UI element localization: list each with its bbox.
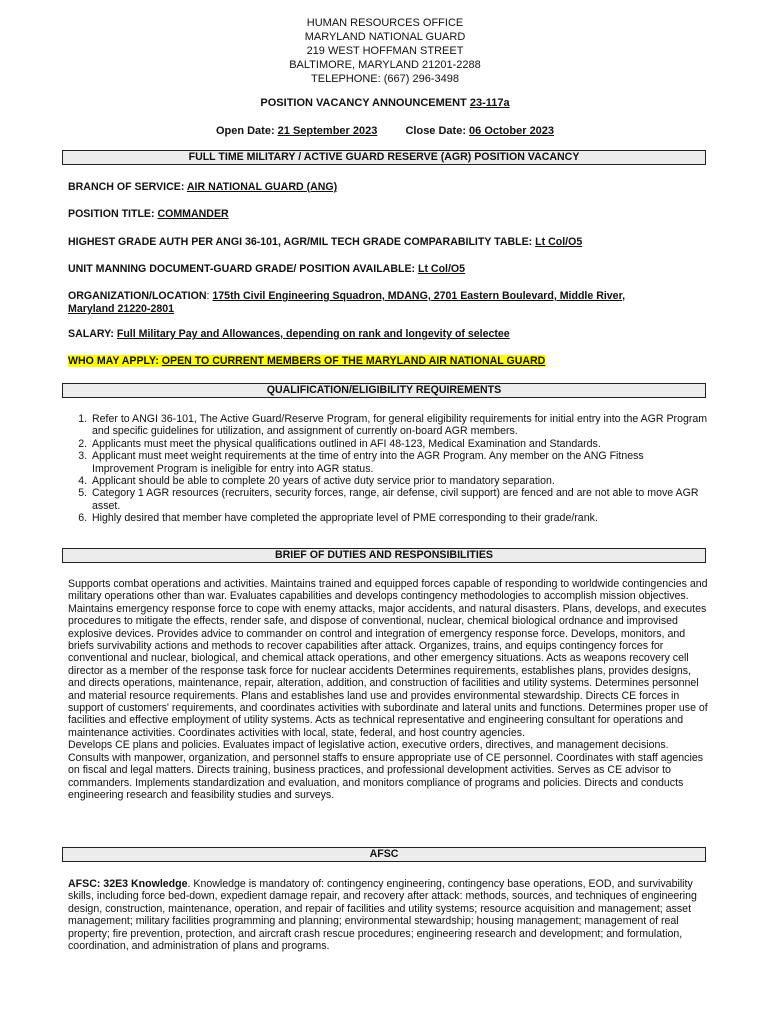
list-item: 4. Applicant should be able to complete 20 years of active duty service prior to mandatory separation. [90, 475, 708, 487]
list-item: 6. Highly desired that member have completed the appropriate level of PME corresponding to their grade/rank. [90, 512, 708, 524]
open-date-value: 21 September 2023 [277, 125, 378, 137]
grade-label: HIGHEST GRADE AUTH PER ANGI 36-101, AGR/MIL TECH GRADE COMPARABILITY TABLE: [68, 236, 536, 248]
header-line: 219 WEST HOFFMAN STREET [306, 45, 464, 57]
org-value-line2: Maryland 21220-2801 [68, 303, 175, 315]
list-item: 5. Category 1 AGR resources (recruiters, security forces, range, air defense, civil support) are fenced and are not able to move AGR asset. [90, 487, 708, 512]
vacancy-type-banner: FULL TIME MILITARY / ACTIVE GUARD RESERVE (AGR) POSITION VACANCY [62, 150, 706, 165]
position-value: COMMANDER [157, 208, 229, 220]
list-item: 2. Applicants must meet the physical qualifications outlined in AFI 48-123, Medical Examination and Standards. [90, 438, 708, 450]
close-date-value: 06 October 2023 [469, 125, 555, 137]
org-label: ORGANIZATION/LOCATION [68, 290, 207, 302]
announcement-number: 23-117a [469, 97, 510, 109]
grade-value: Lt Col/O5 [535, 236, 583, 248]
who-label: WHO MAY APPLY: [68, 355, 162, 367]
duties-text-2: Develops CE plans and policies. Evaluates impact of legislative action, executive orders, directives, and management decisions. Consults with manpower, organization, and personnel staffs to ensure appropriate use of CE personnel. Coordinates with staff agencies on fiscal and legal matters. Directs training, business practices, and professional development activities. Serves as CE advisor to commanders. Implements standardization and evaluation, and monitors compliance of programs and policies. Directs and conducts engineering research and feasibility studies and surveys. [68, 739, 704, 801]
afsc-text: . Knowledge is mandatory of: contingency engineering, contingency base operations, EOD, and survivability skills, including force bed-down, expedient damage repair, and recovery after attack: methods, sources, and techniques of engineering design, construction, maintenance, operation, and repair of facilities and utility systems; resource acquisition and management; asset management; military facilities programming and planning; environmental stewardship; housing management; management of real property; fire prevention, protection, and aircraft crash rescue procedures; engineering research and development; and formulation, coordination, and administration of plans and programs. [68, 878, 697, 953]
open-date-label: Open Date: [215, 125, 278, 137]
salary [68, 328, 708, 341]
unit-manning-grade [68, 263, 708, 276]
header-line: BALTIMORE, MARYLAND 21201-2288 [289, 59, 481, 71]
duties-text: Supports combat operations and activities. Maintains trained and equipped forces capable of responding to worldwide contingencies and military operations other than war. Evaluates capabilities and develops contingency methodologies to accomplish mission objectives. Maintains emergency response force to cope with enemy attacks, major accidents, and natural disasters. Plans, develops, and executes procedures to mitigate the effects, render safe, and dispose of conventional, nuclear, chemical biological ordnance and improvised explosive devices. Provides advice to commander on control and integration of emergency response force. Develops, monitors, and briefs survivability actions and methods to recover capabilities after attack. Organizes, trains, and equips contingency forces for conventional and nuclear, biological, and chemical attack operations, and other emergency situations. Acts as weapons recovery cell director as a member of the response task force for nuclear accidents Determines requirements, establishes plans, provides designs, and directs operations, maintenance, repair, alteration, addition, and construction of facilities and utility systems. Determines personnel and material resource requirements. Plans and establishes land use and provides environmental stewardship. Directs CE forces in support of customers' requirements, and coordinates activities with subordinate and lateral units and functions. Determines proper use of facilities and effective employment of utility systems. Acts as technical representative and engineering consultant for operations and maintenance activities. Coordinates activities with local, state, federal, and host country agencies. [68, 578, 708, 739]
salary-label: SALARY: [68, 328, 117, 340]
afsc-banner: AFSC [62, 847, 706, 862]
branch-value: AIR NATIONAL GUARD (ANG) [186, 181, 338, 193]
highest-grade [68, 236, 708, 249]
org-value-line1: 175th Civil Engineering Squadron, MDANG, 2701 Eastern Boulevard, Middle River, [212, 290, 626, 302]
afsc-label: AFSC: 32E3 Knowledge [68, 878, 188, 890]
announcement-title [0, 97, 770, 109]
duties-paragraph [68, 578, 708, 801]
announcement-dates [0, 125, 770, 137]
branch-of-service [68, 181, 708, 194]
close-date-label: Close Date: [405, 125, 470, 137]
organization-location [68, 290, 708, 316]
qualifications-banner: QUALIFICATION/ELIGIBILITY REQUIREMENTS [62, 383, 706, 398]
duties-banner: BRIEF OF DUTIES AND RESPONSIBILITIES [62, 548, 706, 563]
who-value: OPEN TO CURRENT MEMBERS OF THE MARYLAND AIR NATIONAL GUARD [161, 355, 546, 367]
position-title [68, 208, 708, 221]
umd-label: UNIT MANNING DOCUMENT-GUARD GRADE/ POSITION AVAILABLE: [68, 263, 418, 275]
office-address-block [0, 16, 770, 86]
list-item: 1. Refer to ANGI 36-101, The Active Guard/Reserve Program, for general eligibility requirements for initial entry into the AGR Program and specific guidelines for utilization, and assignment of currently on-board AGR members. [90, 413, 708, 438]
afsc-paragraph [68, 878, 708, 952]
header-line: TELEPHONE: (667) 296-3498 [311, 73, 459, 85]
header-line: HUMAN RESOURCES OFFICE [306, 17, 464, 29]
org-separator: : [206, 290, 213, 302]
header-line: MARYLAND NATIONAL GUARD [304, 31, 466, 43]
qualifications-list [68, 413, 708, 525]
who-may-apply [68, 355, 708, 368]
position-label: POSITION TITLE: [68, 208, 158, 220]
umd-value: Lt Col/O5 [417, 263, 466, 275]
branch-label: BRANCH OF SERVICE: [68, 181, 187, 193]
salary-value: Full Military Pay and Allowances, depending on rank and longevity of selectee [116, 328, 510, 340]
list-item: 3. Applicant must meet weight requirements at the time of entry into the AGR Program. Any member on the ANG Fitness Improvement Program is ineligible for entry into AGR status. [90, 450, 708, 475]
announcement-label: POSITION VACANCY ANNOUNCEMENT [260, 97, 470, 109]
